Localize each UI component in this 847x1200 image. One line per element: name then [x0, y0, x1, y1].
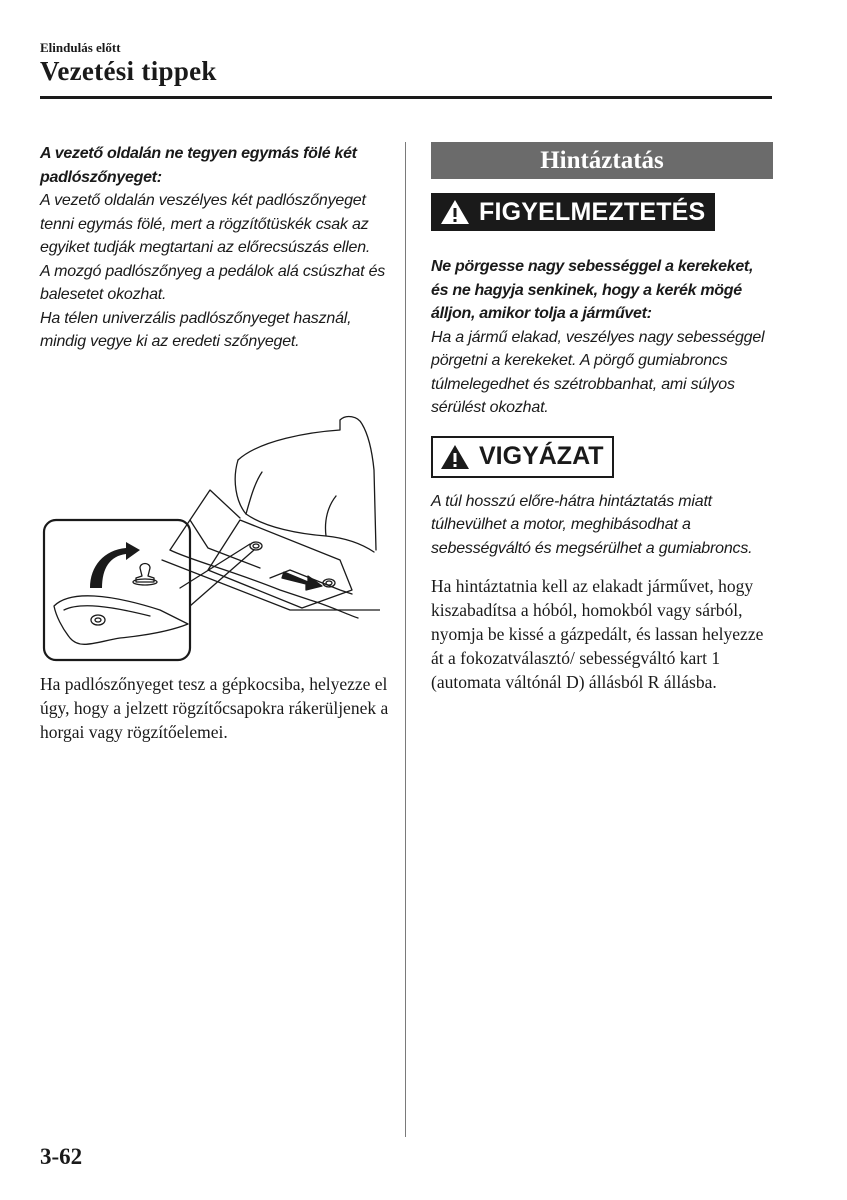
warning-heading: Ne pörgesse nagy sebességgel a kerekeket, és ne hagyja senkinek, hogy a kerék mögé álljon, amikor tolja a járművet: — [431, 258, 754, 322]
left-warning-heading: A vezető oldalán ne tegyen egymás fölé két padlószőnyeget: — [40, 145, 357, 186]
warning-label: FIGYELMEZTETÉS — [479, 197, 706, 226]
warning-text: Ha a jármű elakad, veszélyes nagy sebességgel pörgetni a kerekeket. A pörgő gumiabroncs túlmelegedhet és szétrobbanhat, ami súlyos sérülést okozhat. — [431, 328, 765, 416]
section-banner — [431, 142, 773, 179]
caution-triangle-icon — [439, 443, 471, 471]
left-column — [40, 142, 390, 354]
section-title: Hintáztatás — [540, 146, 664, 174]
caution-text: A túl hosszú előre-hátra hintáztatás miatt túlhevülhet a motor, meghibásodhat a sebességváltó és megsérülhet a gumiabroncs. — [431, 492, 753, 557]
floor-mat-fastener-illustration — [40, 410, 380, 670]
left-paragraph-2: A mozgó padlószőnyeg a pedálok alá csúszhat és balesetet okozhat. — [40, 262, 386, 303]
warning-label-box — [431, 193, 715, 231]
section-label: Elindulás előtt — [40, 40, 121, 55]
left-body-text: Ha padlószőnyeget tesz a gépkocsiba, helyezze el úgy, hogy a jelzett rögzítőcsapokra rákerüljenek a horgai vagy rögzítőelemei. — [40, 674, 389, 742]
page-title: Vezetési tippek — [40, 56, 217, 86]
left-paragraph-3: Ha télen univerzális padlószőnyeget használ, mindig vegye ki az eredeti szőnyeget. — [40, 309, 352, 350]
right-column — [431, 142, 773, 694]
left-paragraph-1: A vezető oldalán veszélyes két padlószőnyeget tenni egymás fölé, mert a rögzítőtüskék csak az egyiket tudják megtartani az előrecsúszás ellen. — [40, 192, 371, 256]
left-warning-text — [40, 189, 390, 354]
warning-triangle-icon — [439, 198, 471, 226]
right-body-text: Ha hintáztatnia kell az elakadt járművet, hogy kiszabadítsa a hóból, homokból vagy sárból, nyomja be kissé a gázpedált, és lassan helyezze át a fokozatválasztó/ sebességváltó kart 1 (automata váltónál D) állásból R állásba. — [431, 576, 764, 692]
caution-label: VIGYÁZAT — [479, 442, 604, 470]
page-number: 3-62 — [40, 1144, 83, 1169]
header-rule — [40, 96, 772, 99]
column-divider — [405, 142, 406, 1137]
caution-label-box — [431, 436, 614, 478]
